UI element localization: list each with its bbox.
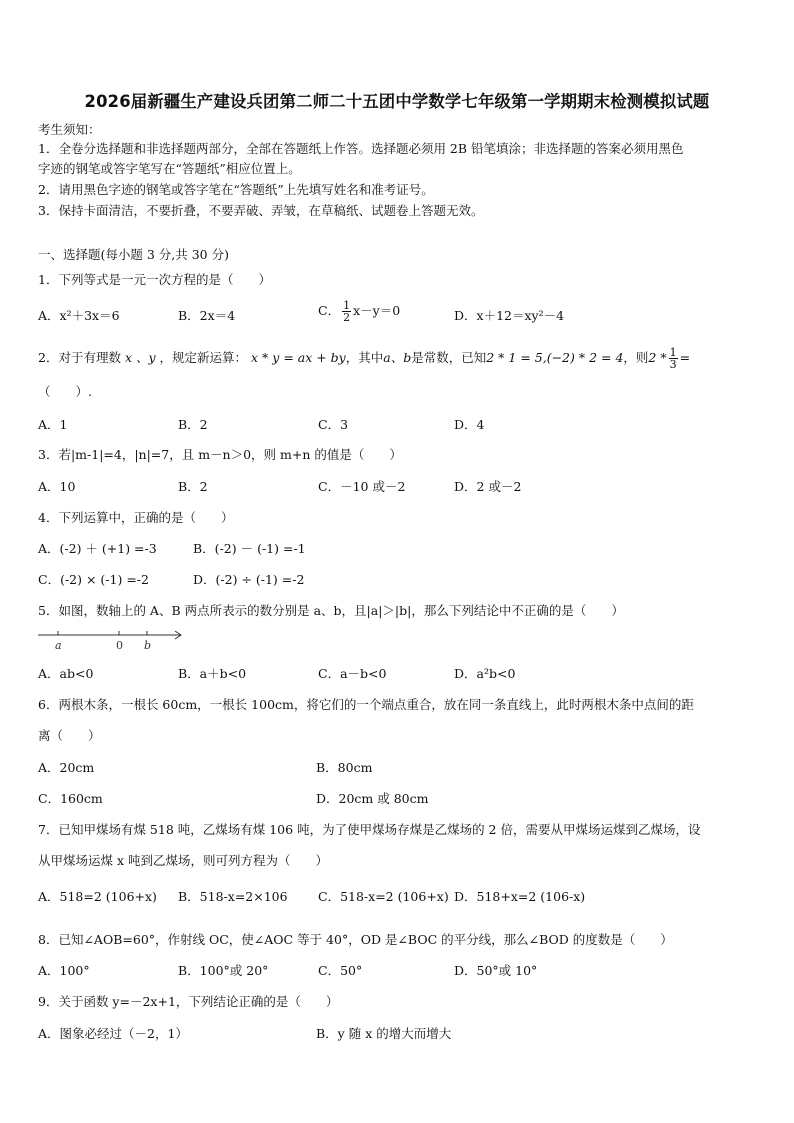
question-7-option-a: A．518=2 (106+x) (38, 889, 157, 904)
option-c-fraction (342, 300, 351, 323)
fraction-denominator: 3 (669, 358, 677, 371)
notice-heading: 考生须知： (38, 122, 101, 137)
q2-ask-pre: 2 * (648, 350, 667, 365)
question-7-stem: 7．已知甲煤场有煤 518 吨，乙煤场有煤 106 吨，为了使甲煤场存煤是乙煤场的 2 倍，需要从甲煤场运煤到乙煤场，设 (38, 822, 701, 837)
question-4-stem: 4．下列运算中，正确的是（ ） (38, 510, 234, 525)
question-1-option-a: A．x²＋3x＝6 (38, 308, 120, 323)
question-8-option-b: B．100°或 20° (178, 963, 269, 978)
question-2-option-a: A．1 (38, 417, 68, 432)
question-5-stem: 5．如图，数轴上的 A、B 两点所表示的数分别是 a、b，且|a|＞|b|，那么下列结论中不正确的是（ ） (38, 603, 624, 618)
question-3-option-a: A．10 (38, 479, 76, 494)
question-6-option-b: B．80cm (316, 760, 373, 775)
question-7-stem-cont: 从甲煤场运煤 x 吨到乙煤场，则可列方程为（ ） (38, 853, 328, 868)
question-4-option-c: C．(-2) × (-1) =-2 (38, 572, 149, 587)
question-1-stem: 1．下列等式是一元一次方程的是（ ） (38, 272, 271, 287)
question-9-option-b: B．y 随 x 的增大而增大 (316, 1026, 452, 1041)
q2-ask-post: = (679, 350, 691, 365)
question-1-option-c (318, 300, 400, 323)
q2-vars: x 、y (124, 350, 156, 365)
question-7-option-d: D．518+x=2 (106-x) (454, 889, 586, 904)
question-6-stem-cont: 离（ ） (38, 728, 101, 743)
question-4-option-a: A．(-2) ＋ (+1) =-3 (38, 541, 157, 556)
q2-known: 2 * 1 = 5,(−2) * 2 = 4 (486, 350, 624, 365)
question-5-option-c: C．a－b<0 (318, 666, 387, 681)
q2-text-5: ，则 (623, 350, 649, 365)
q2-text-3: ，其中 (345, 350, 384, 365)
fraction-numerator: 1 (669, 346, 677, 359)
q2-ab: a、b (383, 350, 412, 365)
question-2-blank: （ ）. (38, 384, 92, 399)
question-1-option-d: D．x＋12＝xy²－4 (454, 308, 565, 323)
fraction-numerator: 1 (343, 299, 351, 312)
question-2-option-b: B．2 (178, 417, 208, 432)
option-c-rest: x－y＝0 (353, 303, 401, 318)
question-8-option-a: A．100° (38, 963, 90, 978)
q2-text-4: 是常数，已知 (411, 350, 487, 365)
tick-label-b: b (144, 639, 152, 652)
notice-item-1: 1．全卷分选择题和非选择题两部分，全部在答题纸上作答。选择题必须用 2B 铅笔填涂；非选择题的答案必须用黑色 (38, 141, 684, 156)
question-6-stem: 6．两根木条，一根长 60cm，一根长 100cm，将它们的一个端点重合，放在同一条直线上，此时两根木条中点间的距 (38, 697, 694, 712)
fraction-denominator: 2 (343, 311, 351, 324)
question-5-option-d: D．a²b<0 (454, 666, 516, 681)
notice-item-1-cont: 字迹的钢笔或答字笔写在“答题纸”相应位置上。 (38, 161, 301, 176)
question-2-stem (38, 347, 690, 370)
question-8-stem: 8．已知∠AOB=60°，作射线 OC，使∠AOC 等于 40°，OD 是∠BOC 的平分线，那么∠BOD 的度数是（ ） (38, 932, 673, 947)
notice-item-3: 3．保持卡面清洁，不要折叠，不要弄破、弄皱，在草稿纸、试题卷上答题无效。 (38, 203, 484, 218)
q2-text-1: 2．对于有理数 (38, 350, 121, 365)
question-3-stem: 3．若|m-1|=4，|n|=7，且 m－n＞0，则 m+n 的值是（ ） (38, 447, 402, 462)
q2-text-2: ，规定新运算： (159, 350, 248, 365)
question-8-option-d: D．50°或 10° (454, 963, 538, 978)
question-6-option-c: C．160cm (38, 791, 103, 806)
question-5-option-a: A．ab<0 (38, 666, 94, 681)
question-7-option-b: B．518-x=2×106 (178, 889, 288, 904)
tick-label-0: 0 (116, 639, 123, 652)
question-4-option-d: D．(-2) ÷ (-1) =-2 (193, 572, 305, 587)
question-4-option-b: B．(-2) － (-1) =-1 (193, 541, 306, 556)
question-3-option-c: C．－10 或－2 (318, 479, 406, 494)
exam-title: 2026届新疆生产建设兵团第二师二十五团中学数学七年级第一学期期末检测模拟试题 (84, 92, 710, 111)
question-3-option-d: D．2 或－2 (454, 479, 522, 494)
question-2-option-d: D．4 (454, 417, 485, 432)
question-2-option-c: C．3 (318, 417, 349, 432)
question-5-option-b: B．a＋b<0 (178, 666, 247, 681)
question-3-option-b: B．2 (178, 479, 208, 494)
tick-label-a: a (55, 639, 62, 652)
notice-item-2: 2．请用黑色字迹的钢笔或答字笔在“答题纸”上先填写姓名和准考证号。 (38, 182, 434, 197)
question-6-option-d: D．20cm 或 80cm (316, 791, 429, 806)
option-c-prefix: C． (318, 303, 341, 318)
q2-ask-fraction (669, 347, 678, 370)
question-7-option-c: C．518-x=2 (106+x) (318, 889, 449, 904)
question-8-option-c: C．50° (318, 963, 363, 978)
number-line (36, 626, 186, 654)
q2-rule: x * y = ax + by (251, 350, 346, 365)
question-1-option-b: B．2x＝4 (178, 308, 236, 323)
question-6-option-a: A．20cm (38, 760, 95, 775)
section-heading: 一、选择题(每小题 3 分,共 30 分) (38, 247, 229, 262)
question-9-option-a: A．图象必经过（－2，1） (38, 1026, 188, 1041)
question-9-stem: 9．关于函数 y=－2x+1，下列结论正确的是（ ） (38, 994, 339, 1009)
